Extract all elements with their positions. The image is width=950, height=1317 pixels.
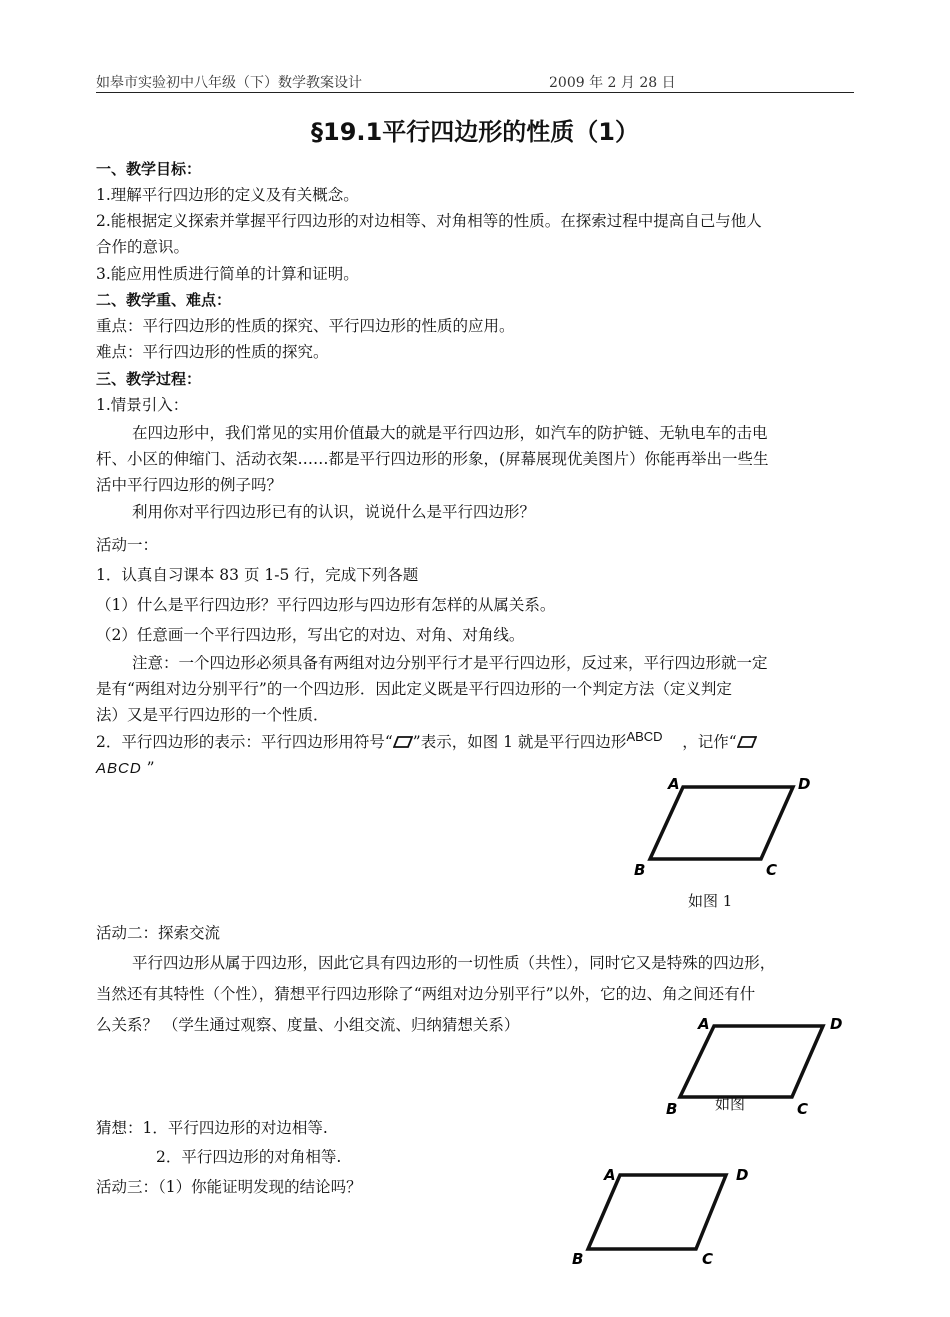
intro-line-3: 活中平行四边形的例子吗？ [96, 476, 283, 494]
figure-1-label-d: D [798, 775, 811, 793]
figure-2-caption: 如图 [715, 1095, 746, 1113]
figure-1-label-c: C [766, 861, 778, 879]
activity-2-heading: 活动二：探索交流 [96, 924, 221, 942]
figure-2-label-b: B [666, 1100, 678, 1118]
notation-text-3: ，记作“ [682, 733, 737, 751]
activity-3-heading: 活动三：（1）你能证明发现的结论吗？ [96, 1178, 362, 1196]
difficult-point: 难点：平行四边形的性质的探究。 [96, 343, 329, 361]
objective-1: 1.理解平行四边形的定义及有关概念。 [96, 186, 359, 204]
notation-line [96, 729, 854, 756]
conjecture-2: 2．平行四边形的对角相等. [156, 1148, 342, 1166]
figure-3-shape [588, 1175, 726, 1249]
parallelogram-figure-2 [662, 1012, 852, 1122]
activity-1-heading: 活动一： [96, 536, 159, 554]
intro-line-2: 杆、小区的伸缩门、活动衣架……都是平行四边形的形象，(屏幕展现优美图片）你能再举出一些生 [96, 450, 769, 468]
section-objectives: 一、教学目标： [96, 160, 202, 178]
parallelogram-figure-3 [568, 1160, 758, 1270]
activity-2-line-2: 当然还有其特性（个性），猜想平行四边形除了“两组对边分别平行”以外，它的边、角之间还有什 [96, 985, 756, 1003]
step-intro-heading: 1.情景引入： [96, 396, 189, 414]
notation-abcd: ABCD [626, 729, 663, 744]
activity-1-task: 1．认真自习课本 83 页 1-5 行，完成下列各题 [96, 566, 419, 584]
section-key-points: 二、教学重、难点： [96, 291, 232, 309]
conjecture-1: 猜想：1．平行四边形的对边相等. [96, 1119, 328, 1137]
objective-2-line2: 合作的意识。 [96, 238, 190, 256]
note-line-1: 注意：一个四边形必须具备有两组对边分别平行才是平行四边形，反过来，平行四边形就一定 [132, 654, 768, 672]
notation-text-1: 2．平行四边形的表示：平行四边形用符号“ [96, 733, 393, 751]
objective-2-line1: 2.能根据定义探索并掌握平行四边形的对边相等、对角相等的性质。在探索过程中提高自己与他人 [96, 212, 762, 230]
figure-3-label-a: A [604, 1166, 616, 1184]
note-line-3: 法）又是平行四边形的一个性质． [96, 706, 329, 724]
key-point: 重点：平行四边形的性质的探究、平行四边形的性质的应用。 [96, 317, 515, 335]
figure-2-label-d: D [830, 1015, 843, 1033]
intro-line-1: 在四边形中，我们常见的实用价值最大的就是平行四边形，如汽车的防护链、无轨电车的击电 [132, 424, 768, 442]
figure-2-label-a: A [698, 1015, 710, 1033]
activity-2-line-1: 平行四边形从属于四边形，因此它具有四边形的一切性质（共性），同时它又是特殊的四边形， [132, 954, 776, 972]
figure-2-shape [680, 1026, 823, 1097]
activity-1-question-2: （2）任意画一个平行四边形，写出它的对边、对角、对角线。 [96, 626, 525, 644]
activity-2-line-3: 么关系？ （学生通过观察、度量、小组交流、归纳猜想关系） [96, 1016, 520, 1034]
parallelogram-symbol-icon [737, 730, 757, 756]
parallelogram-figure-1 [630, 772, 820, 882]
notation-abcd-italic: ABCD [96, 760, 142, 777]
intro-question: 利用你对平行四边形已有的认识，说说什么是平行四边形？ [132, 503, 536, 521]
notation-text-2: ”表示，如图 1 就是平行四边形 [412, 733, 627, 751]
figure-1-caption: 如图 1 [688, 892, 733, 910]
figure-3-label-b: B [572, 1250, 584, 1268]
figure-1-shape [650, 787, 793, 859]
lesson-title: §19.1平行四边形的性质（1） [311, 118, 639, 146]
figure-1-label-b: B [634, 861, 646, 879]
activity-1-question-1: （1）什么是平行四边形？平行四边形与四边形有怎样的从属关系。 [96, 596, 556, 614]
note-line-2: 是有“两组对边分别平行”的一个四边形．因此定义既是平行四边形的一个判定方法（定义判定 [96, 680, 732, 698]
page-header [96, 70, 854, 93]
objective-3: 3.能应用性质进行简单的计算和证明。 [96, 265, 359, 283]
figure-1-label-a: A [668, 775, 680, 793]
parallelogram-symbol-icon [393, 730, 413, 756]
header-school: 如皋市实验初中八年级（下）数学教案设计 [96, 75, 362, 91]
figure-3-label-c: C [702, 1250, 714, 1268]
figure-3-label-d: D [736, 1166, 749, 1184]
section-process: 三、教学过程： [96, 370, 202, 388]
header-date: 2009 年 2 月 28 日 [549, 75, 676, 91]
notation-close-quote: ” [146, 759, 155, 777]
figure-2-label-c: C [797, 1100, 809, 1118]
